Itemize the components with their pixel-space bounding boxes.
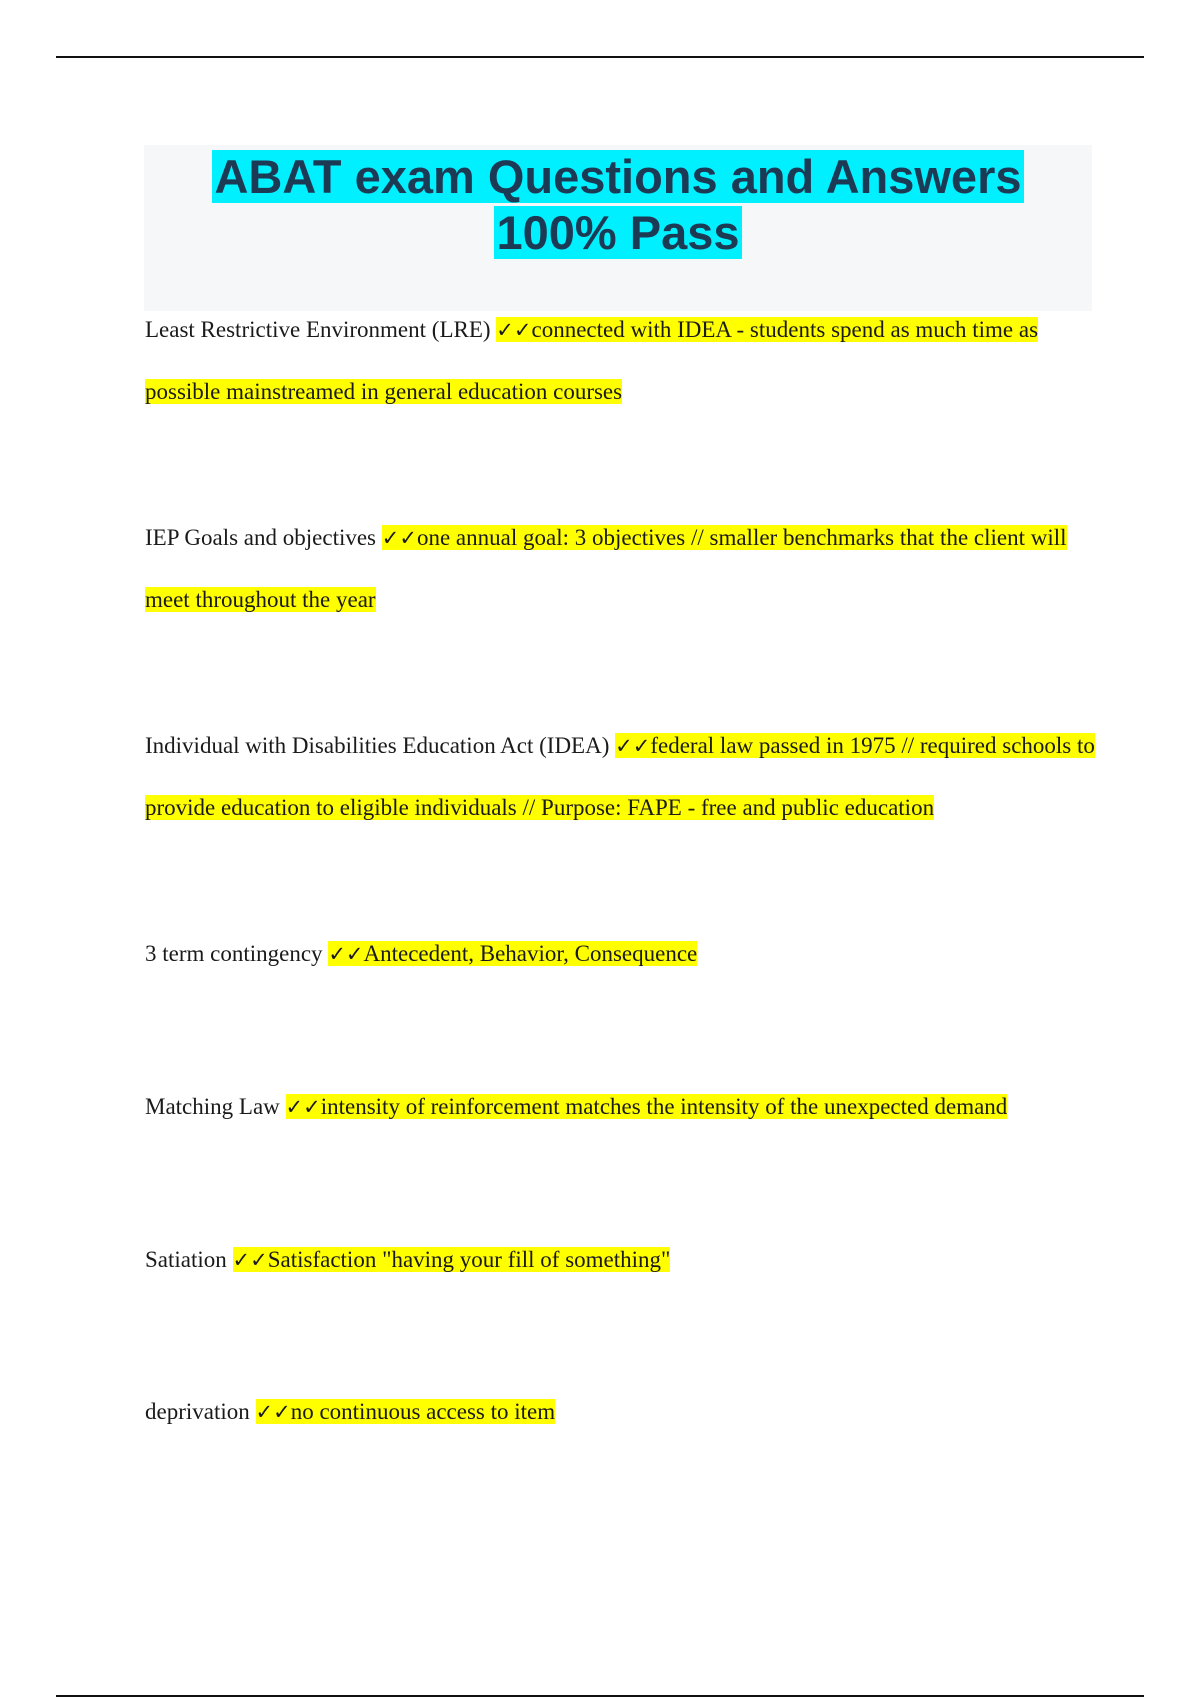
title-block	[144, 145, 1092, 311]
term-text: Matching Law	[145, 1094, 280, 1119]
double-check-icon: ✓✓	[232, 1248, 268, 1272]
double-check-icon: ✓✓	[615, 734, 651, 758]
term-text: Least Restrictive Environment (LRE)	[145, 317, 491, 342]
term-text: 3 term contingency	[145, 941, 323, 966]
answer-text	[328, 941, 697, 966]
answer-body: intensity of reinforcement matches the intensity of the unexpected demand	[320, 1094, 1008, 1119]
answer-body: connected with IDEA - students spend as much time as possible mainstreamed in general education courses	[145, 317, 1039, 404]
answer-text	[233, 1247, 671, 1272]
top-rule	[56, 56, 1144, 58]
answer-body: Satisfaction "having your fill of something"	[267, 1247, 671, 1272]
answer-body: federal law passed in 1975 // required schools to provide education to eligible individuals // Purpose: FAPE - free and public education	[145, 733, 1095, 820]
term-text: Individual with Disabilities Education Act (IDEA)	[145, 733, 610, 758]
answer-text	[256, 1399, 556, 1424]
double-check-icon: ✓✓	[285, 1095, 321, 1119]
answer-body: no continuous access to item	[290, 1399, 556, 1424]
qa-item-matching-law	[145, 1076, 1095, 1138]
qa-item-iep	[145, 507, 1095, 630]
qa-item-contingency	[145, 923, 1095, 985]
term-text: IEP Goals and objectives	[145, 525, 377, 550]
term-text: Satiation	[145, 1247, 227, 1272]
double-check-icon: ✓✓	[381, 526, 417, 550]
answer-body: one annual goal: 3 objectives // smaller benchmarks that the client will meet throughout the year	[145, 525, 1067, 612]
title-line-1: ABAT exam Questions and Answers	[214, 150, 1022, 203]
document-title	[144, 145, 1092, 261]
answer-body: Antecedent, Behavior, Consequence	[363, 941, 698, 966]
bottom-rule	[56, 1695, 1144, 1697]
answer-text	[286, 1094, 1008, 1119]
double-check-icon: ✓✓	[496, 318, 532, 342]
term-text: deprivation	[145, 1399, 250, 1424]
title-line-2: 100% Pass	[496, 206, 740, 259]
qa-item-satiation	[145, 1229, 1095, 1291]
qa-item-deprivation	[145, 1381, 1095, 1443]
qa-item-idea	[145, 715, 1095, 838]
double-check-icon: ✓✓	[255, 1400, 291, 1424]
qa-item-lre	[145, 299, 1095, 422]
double-check-icon: ✓✓	[328, 942, 364, 966]
